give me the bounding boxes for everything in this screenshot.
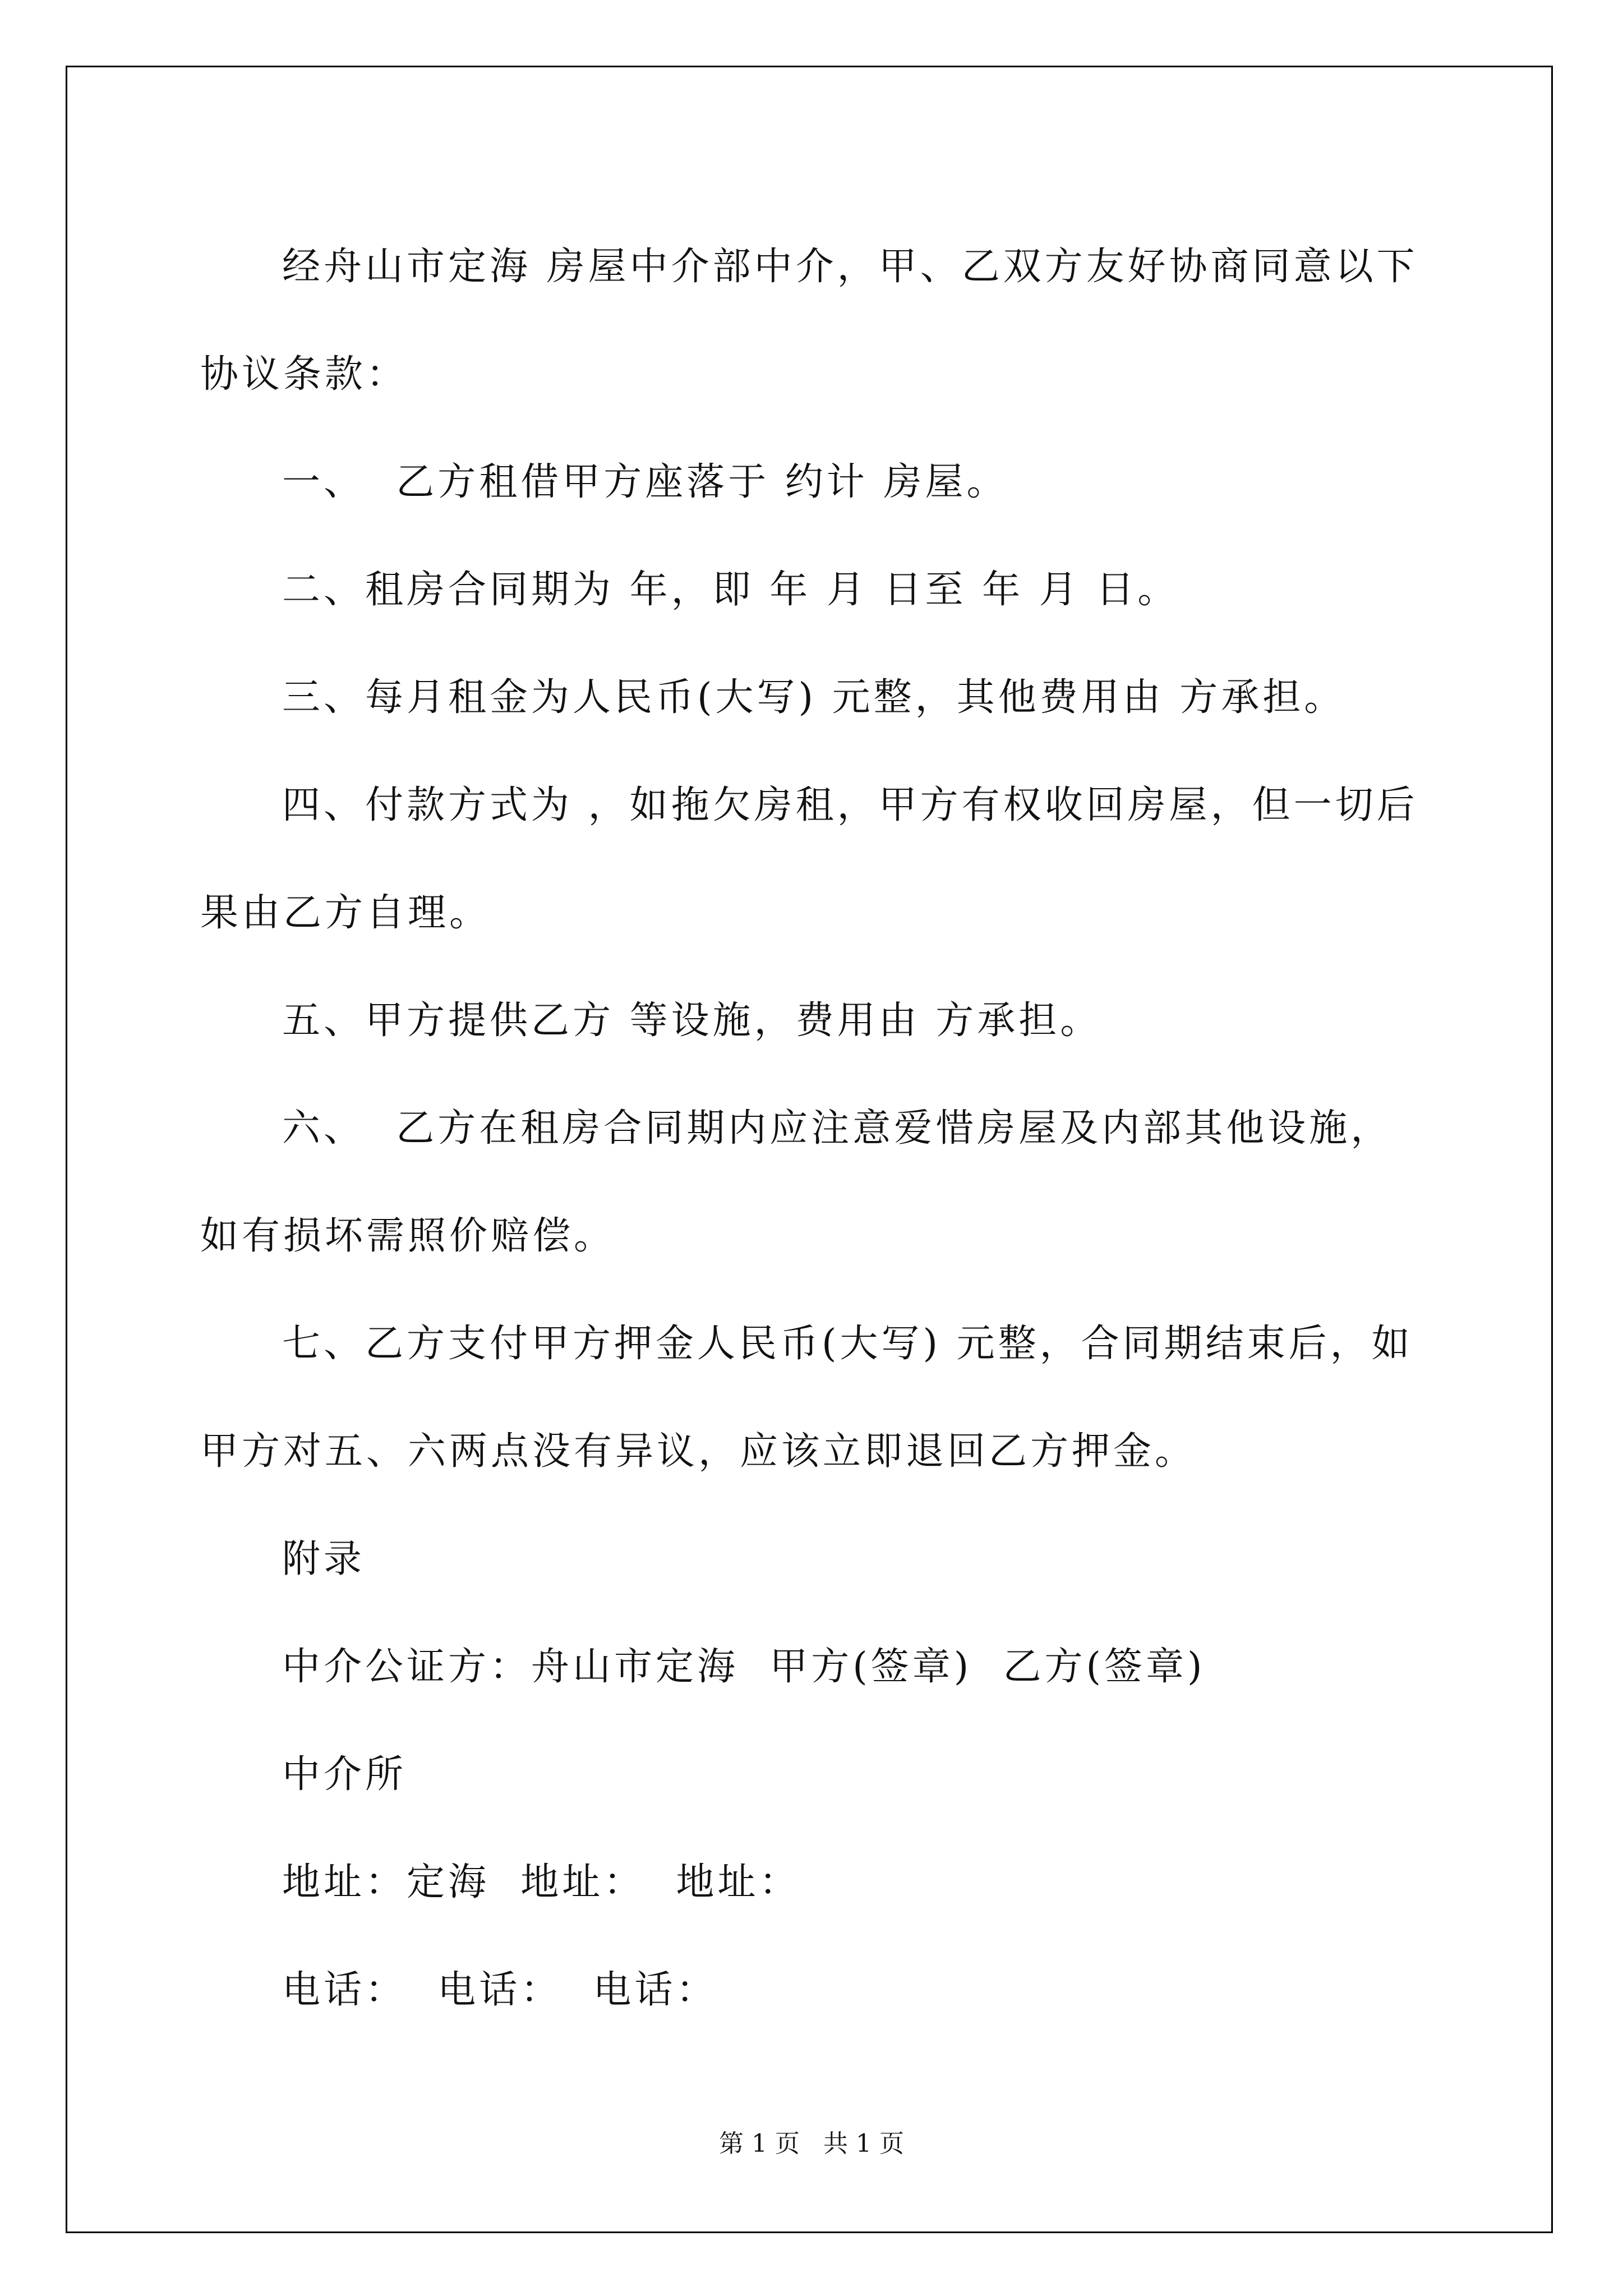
clause-6: 六、 乙方在租房合同期内应注意爱惜房屋及内部其他设施，如有损坏需照价赔偿。 [200, 1106, 1393, 1258]
clause-4: 四、付款方式为 ，如拖欠房租，甲方有权收回房屋，但一切后果由乙方自理。 [200, 783, 1418, 935]
page-number-footer: 第 1 页 共 1 页 [719, 2129, 904, 2158]
signature-parties-line: 中介公证方：舟山市定海 甲方(签章) 乙方(签章) [282, 1645, 1206, 1689]
clause-1: 一、 乙方租借甲方座落于 约计 房屋。 [282, 460, 1008, 504]
phone-line: 电话： 电话： 电话： [282, 1968, 718, 2012]
clause-7: 七、乙方支付甲方押金人民币(大写) 元整，合同期结束后，如甲方对五、六两点没有异议，应该立即退回乙方押金。 [200, 1322, 1413, 1474]
agency-name-line: 中介所 [282, 1752, 407, 1797]
document-body [200, 213, 1428, 2044]
clause-5: 五、甲方提供乙方 等设施，费用由 方承担。 [282, 999, 1102, 1043]
address-line: 地址：定海 地址： 地址： [282, 1860, 801, 1904]
clause-2: 二、租房合同期为 年，即 年 月 日至 年 月 日。 [282, 568, 1179, 612]
appendix-heading: 附录 [282, 1537, 366, 1581]
paragraph-intro: 经舟山市定海 房屋中介部中介，甲、乙双方友好协商同意以下协议条款： [200, 245, 1418, 397]
clause-3: 三、每月租金为人民币(大写) 元整，其他费用由 方承担。 [282, 675, 1346, 720]
